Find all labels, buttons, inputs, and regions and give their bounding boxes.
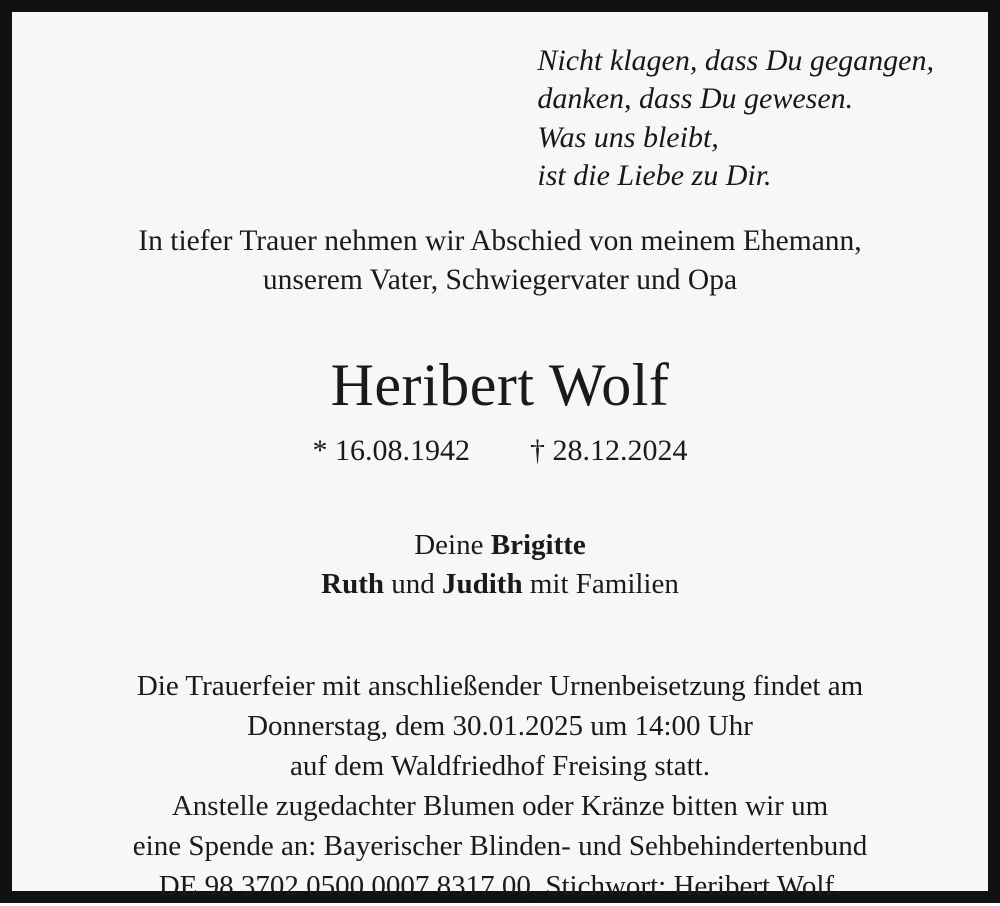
details-line-5: eine Spende an: Bayerischer Blinden- und Sehbehindertenbund xyxy=(132,830,868,863)
family-name-brigitte: Brigitte xyxy=(490,529,586,562)
family-name-judith: Judith xyxy=(441,568,523,601)
family-line-2 xyxy=(321,565,679,604)
birth-date: * 16.08.1942 xyxy=(312,434,470,468)
details-line-3: auf dem Waldfriedhof Freising statt. xyxy=(290,750,710,783)
family-conjunction: und xyxy=(383,568,442,601)
memorial-verse xyxy=(537,42,934,196)
life-dates xyxy=(313,434,688,468)
verse-line-4: ist die Liebe zu Dir. xyxy=(537,159,772,193)
intro-line-2: unserem Vater, Schwiegervater und Opa xyxy=(262,263,738,296)
death-date: † 28.12.2024 xyxy=(530,434,688,468)
announcement-intro xyxy=(138,222,861,300)
verse-line-2: danken, dass Du gewesen. xyxy=(537,82,854,116)
funeral-details xyxy=(133,666,867,906)
details-line-6: DE 98 3702 0500 0007 8317 00, Stichwort: Heribert Wolf. xyxy=(158,870,842,903)
intro-line-1: In tiefer Trauer nehmen wir Abschied von meinem Ehemann, xyxy=(138,224,862,257)
deceased-name: Heribert Wolf xyxy=(330,352,670,419)
verse-line-3: Was uns bleibt, xyxy=(537,120,719,154)
family-name-ruth: Ruth xyxy=(321,568,384,601)
family-prefix: Deine xyxy=(414,529,491,562)
surviving-family xyxy=(321,526,679,604)
family-line-1 xyxy=(321,526,679,565)
family-suffix: mit Familien xyxy=(522,568,679,601)
details-line-1: Die Trauerfeier mit anschließender Urnenbeisetzung findet am xyxy=(136,670,864,703)
details-line-2: Donnerstag, dem 30.01.2025 um 14:00 Uhr xyxy=(247,710,753,743)
details-line-4: Anstelle zugedachter Blumen oder Kränze bitten wir um xyxy=(171,790,829,823)
verse-line-1: Nicht klagen, dass Du gegangen, xyxy=(537,44,934,77)
